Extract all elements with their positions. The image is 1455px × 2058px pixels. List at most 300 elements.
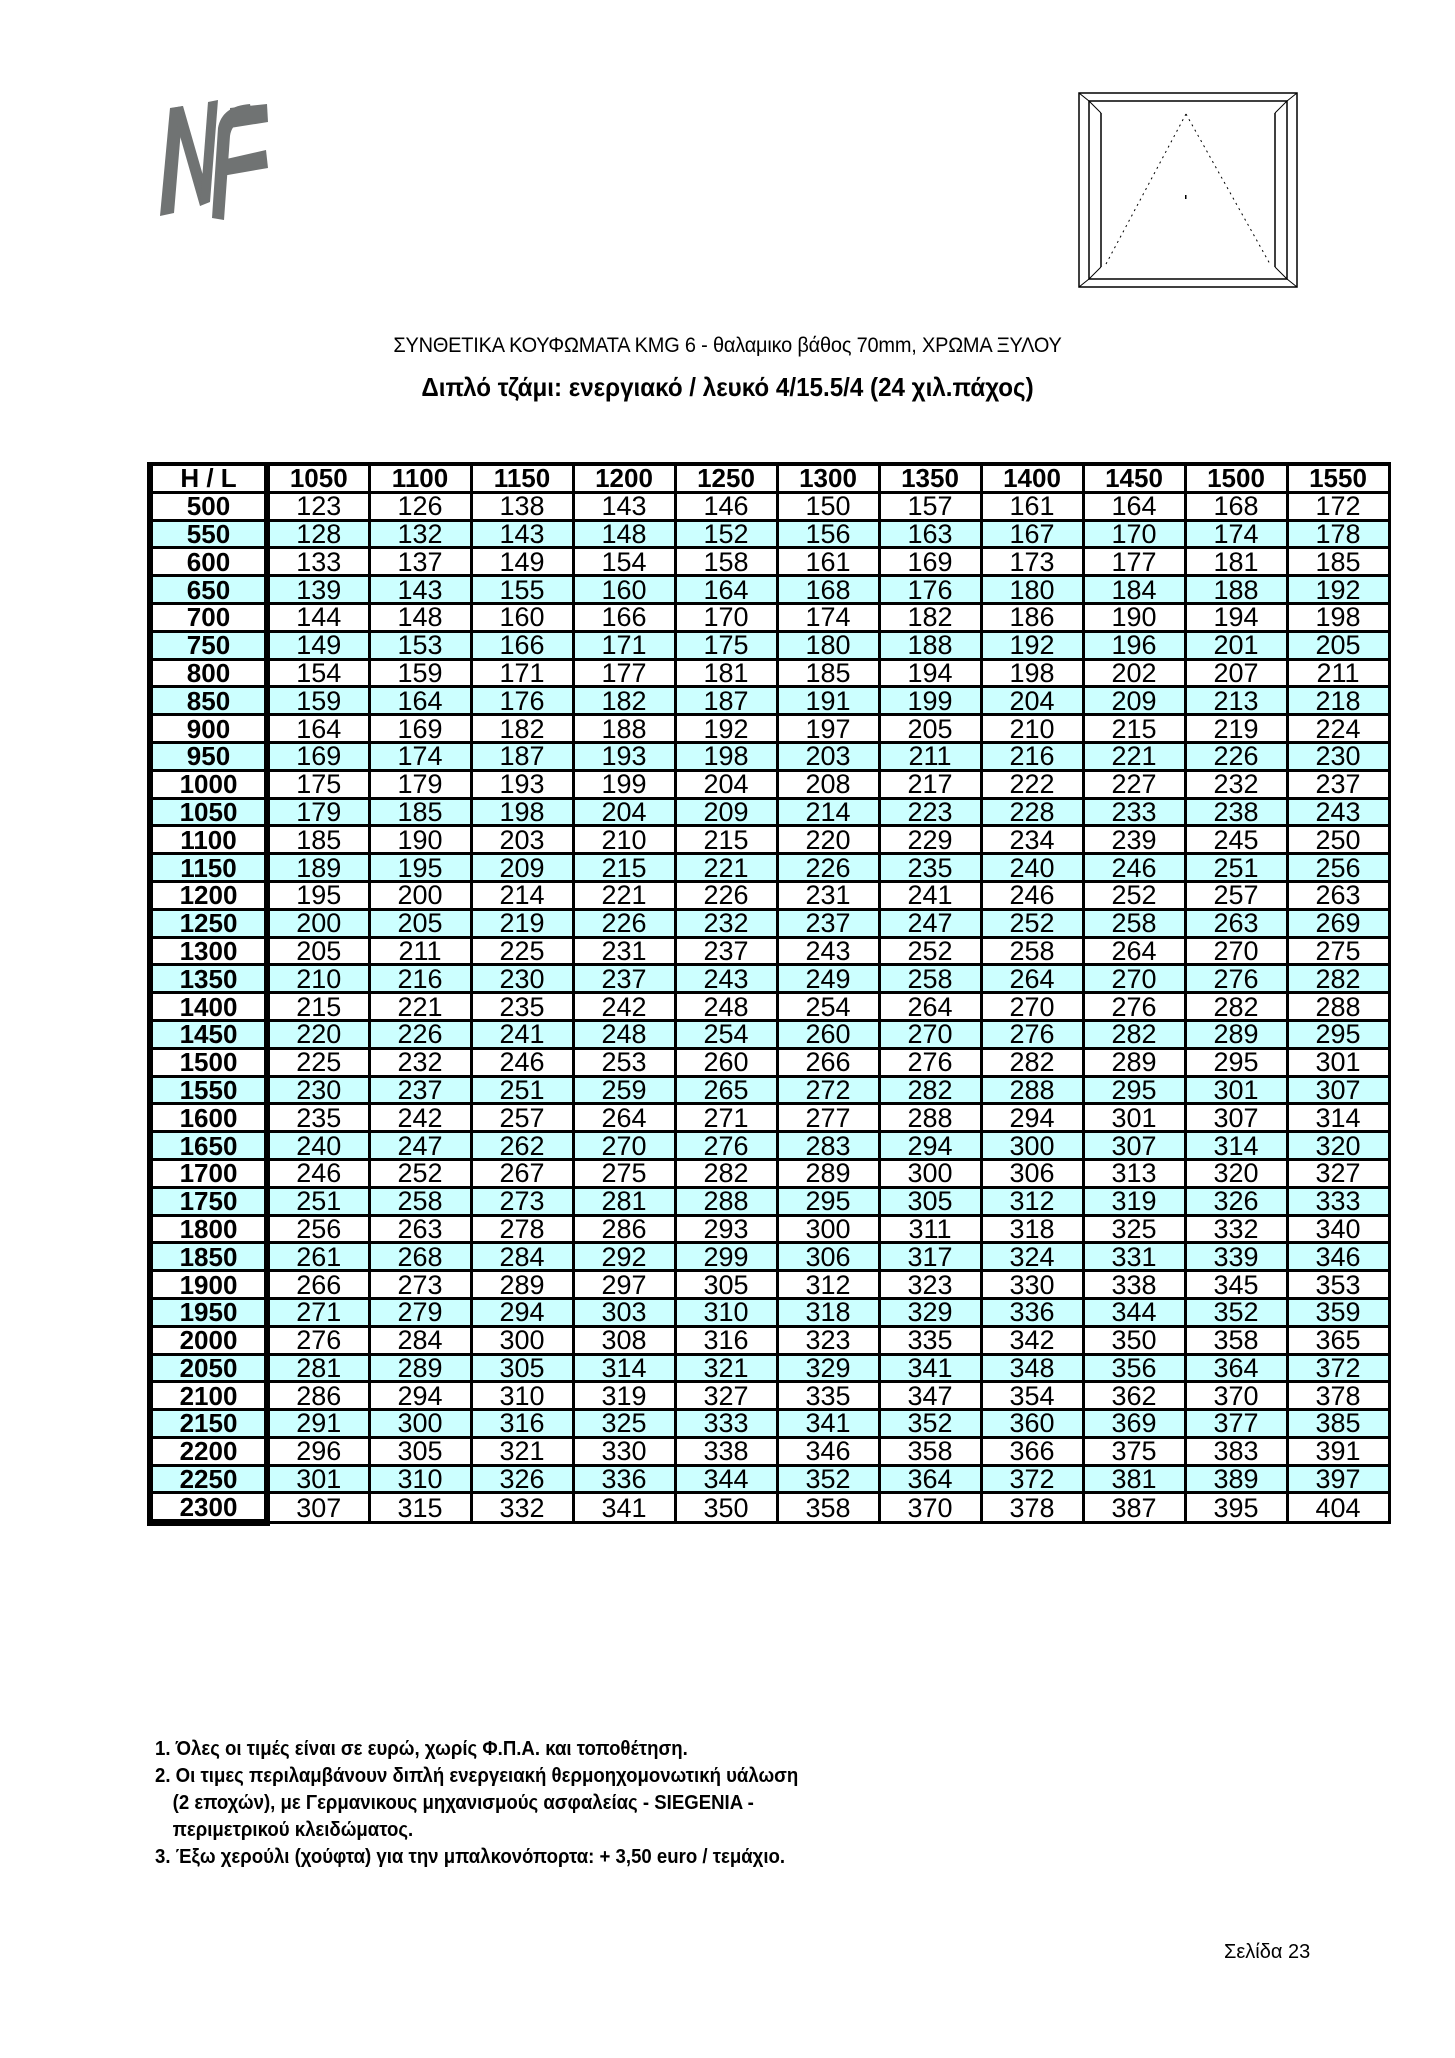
price-cell: 176: [471, 687, 573, 715]
price-cell: 218: [1287, 687, 1389, 715]
price-cell: 228: [981, 798, 1083, 826]
price-cell: 260: [675, 1048, 777, 1076]
price-cell: 336: [981, 1298, 1083, 1326]
table-row: [150, 1298, 1389, 1326]
price-cell: 271: [675, 1104, 777, 1132]
column-header-width: 1350: [879, 464, 981, 492]
row-header-height: 1050: [150, 798, 267, 826]
price-cell: 251: [267, 1187, 369, 1215]
price-cell: 226: [369, 1020, 471, 1048]
price-cell: 307: [1287, 1076, 1389, 1104]
table-row: [150, 742, 1389, 770]
price-cell: 281: [267, 1354, 369, 1382]
price-cell: 175: [675, 631, 777, 659]
price-cell: 197: [777, 715, 879, 743]
price-cell: 370: [1185, 1382, 1287, 1410]
price-cell: 295: [777, 1187, 879, 1215]
price-cell: 364: [879, 1465, 981, 1493]
price-cell: 203: [471, 826, 573, 854]
nf-logo: [150, 88, 310, 228]
table-row: [150, 1076, 1389, 1104]
price-cell: 154: [267, 659, 369, 687]
price-cell: 307: [1083, 1132, 1185, 1160]
price-cell: 252: [369, 1159, 471, 1187]
price-cell: 174: [1185, 520, 1287, 548]
price-cell: 221: [573, 881, 675, 909]
price-cell: 174: [369, 742, 471, 770]
price-cell: 148: [369, 603, 471, 631]
row-header-height: 2100: [150, 1382, 267, 1410]
price-cell: 185: [369, 798, 471, 826]
column-header-width: 1250: [675, 464, 777, 492]
window-frame-icon: [1078, 92, 1298, 288]
row-header-height: 1250: [150, 909, 267, 937]
price-cell: 209: [1083, 687, 1185, 715]
price-cell: 369: [1083, 1410, 1185, 1438]
price-cell: 389: [1185, 1465, 1287, 1493]
price-cell: 301: [1287, 1048, 1389, 1076]
price-cell: 221: [1083, 742, 1185, 770]
price-cell: 338: [1083, 1271, 1185, 1299]
price-cell: 188: [879, 631, 981, 659]
price-cell: 310: [675, 1298, 777, 1326]
price-cell: 326: [1185, 1187, 1287, 1215]
price-cell: 253: [573, 1048, 675, 1076]
price-cell: 164: [267, 715, 369, 743]
row-header-height: 1500: [150, 1048, 267, 1076]
price-cell: 246: [981, 881, 1083, 909]
price-cell: 211: [879, 742, 981, 770]
price-cell: 230: [1287, 742, 1389, 770]
price-cell: 323: [777, 1326, 879, 1354]
price-cell: 241: [471, 1020, 573, 1048]
column-header-width: 1400: [981, 464, 1083, 492]
price-cell: 232: [1185, 770, 1287, 798]
price-cell: 164: [369, 687, 471, 715]
price-cell: 186: [981, 603, 1083, 631]
price-cell: 160: [471, 603, 573, 631]
price-cell: 320: [1287, 1132, 1389, 1160]
table-row: [150, 1437, 1389, 1465]
price-cell: 225: [267, 1048, 369, 1076]
price-cell: 200: [369, 881, 471, 909]
price-cell: 192: [981, 631, 1083, 659]
price-cell: 211: [1287, 659, 1389, 687]
price-cell: 321: [471, 1437, 573, 1465]
price-cell: 175: [267, 770, 369, 798]
price-cell: 346: [777, 1437, 879, 1465]
row-header-height: 850: [150, 687, 267, 715]
price-cell: 375: [1083, 1437, 1185, 1465]
row-header-height: 1400: [150, 993, 267, 1021]
row-header-height: 1900: [150, 1271, 267, 1299]
price-cell: 235: [471, 993, 573, 1021]
row-header-height: 500: [150, 492, 267, 520]
price-cell: 296: [267, 1437, 369, 1465]
price-cell: 312: [777, 1271, 879, 1299]
price-cell: 164: [675, 576, 777, 604]
price-cell: 226: [573, 909, 675, 937]
price-cell: 276: [1083, 993, 1185, 1021]
price-cell: 227: [1083, 770, 1185, 798]
price-cell: 325: [1083, 1215, 1185, 1243]
price-cell: 352: [1185, 1298, 1287, 1326]
price-cell: 209: [675, 798, 777, 826]
price-cell: 143: [471, 520, 573, 548]
price-cell: 205: [879, 715, 981, 743]
price-cell: 187: [675, 687, 777, 715]
price-cell: 353: [1287, 1271, 1389, 1299]
price-cell: 307: [1185, 1104, 1287, 1132]
price-cell: 264: [981, 965, 1083, 993]
price-cell: 297: [573, 1271, 675, 1299]
price-cell: 179: [267, 798, 369, 826]
price-cell: 352: [777, 1465, 879, 1493]
price-cell: 143: [369, 576, 471, 604]
row-header-height: 700: [150, 603, 267, 631]
price-cell: 348: [981, 1354, 1083, 1382]
price-cell: 233: [1083, 798, 1185, 826]
price-cell: 358: [777, 1493, 879, 1523]
price-cell: 210: [573, 826, 675, 854]
price-cell: 266: [267, 1271, 369, 1299]
price-cell: 238: [1185, 798, 1287, 826]
row-header-height: 2250: [150, 1465, 267, 1493]
price-cell: 169: [879, 548, 981, 576]
price-cell: 198: [981, 659, 1083, 687]
price-cell: 173: [981, 548, 1083, 576]
price-cell: 237: [369, 1076, 471, 1104]
price-cell: 315: [369, 1493, 471, 1523]
note-1: 1. Όλες οι τιμές είναι σε ευρώ, χωρίς Φ.Π.Α. και τοποθέτηση.: [155, 1738, 688, 1760]
price-cell: 291: [267, 1410, 369, 1438]
table-row: [150, 1465, 1389, 1493]
price-cell: 278: [471, 1215, 573, 1243]
price-cell: 133: [267, 548, 369, 576]
price-cell: 330: [981, 1271, 1083, 1299]
price-cell: 194: [879, 659, 981, 687]
price-cell: 271: [267, 1298, 369, 1326]
price-cell: 333: [675, 1410, 777, 1438]
price-cell: 318: [777, 1298, 879, 1326]
price-cell: 170: [1083, 520, 1185, 548]
price-cell: 243: [777, 937, 879, 965]
price-cell: 215: [267, 993, 369, 1021]
price-cell: 235: [267, 1104, 369, 1132]
price-cell: 189: [267, 854, 369, 882]
price-cell: 231: [777, 881, 879, 909]
price-cell: 132: [369, 520, 471, 548]
price-cell: 314: [1185, 1132, 1287, 1160]
price-cell: 295: [1083, 1076, 1185, 1104]
price-cell: 276: [981, 1020, 1083, 1048]
row-header-height: 1700: [150, 1159, 267, 1187]
price-cell: 325: [573, 1410, 675, 1438]
price-cell: 301: [1083, 1104, 1185, 1132]
price-cell: 344: [1083, 1298, 1185, 1326]
price-cell: 288: [879, 1104, 981, 1132]
price-cell: 276: [675, 1132, 777, 1160]
price-cell: 262: [471, 1132, 573, 1160]
price-cell: 300: [369, 1410, 471, 1438]
price-cell: 180: [981, 576, 1083, 604]
price-cell: 333: [1287, 1187, 1389, 1215]
column-header-width: 1300: [777, 464, 879, 492]
price-cell: 318: [981, 1215, 1083, 1243]
price-cell: 305: [471, 1354, 573, 1382]
table-row: [150, 965, 1389, 993]
price-cell: 350: [675, 1493, 777, 1523]
price-cell: 332: [1185, 1215, 1287, 1243]
note-2-cont-1: (2 εποχών), με Γερμανικους μηχανισμούς ασφαλείας - SIEGENIA -: [172, 1792, 754, 1814]
price-cell: 250: [1287, 826, 1389, 854]
row-header-height: 900: [150, 715, 267, 743]
price-cell: 301: [267, 1465, 369, 1493]
price-cell: 264: [573, 1104, 675, 1132]
price-cell: 358: [879, 1437, 981, 1465]
price-cell: 282: [675, 1159, 777, 1187]
price-cell: 327: [675, 1382, 777, 1410]
price-cell: 171: [573, 631, 675, 659]
table-row: [150, 548, 1389, 576]
price-cell: 358: [1185, 1326, 1287, 1354]
price-cell: 254: [675, 1020, 777, 1048]
price-cell: 222: [981, 770, 1083, 798]
price-cell: 305: [675, 1271, 777, 1299]
price-cell: 275: [1287, 937, 1389, 965]
price-cell: 220: [267, 1020, 369, 1048]
table-row: [150, 1132, 1389, 1160]
price-cell: 226: [777, 854, 879, 882]
price-cell: 242: [369, 1104, 471, 1132]
glazing-subtitle: Διπλό τζάμι: ενεργιακό / λευκό 4/15.5/4 (24 χιλ.πάχος): [421, 372, 1034, 402]
price-cell: 381: [1083, 1465, 1185, 1493]
price-cell: 306: [777, 1243, 879, 1271]
price-cell: 282: [879, 1076, 981, 1104]
row-header-height: 1650: [150, 1132, 267, 1160]
price-cell: 185: [777, 659, 879, 687]
price-cell: 171: [471, 659, 573, 687]
price-cell: 182: [573, 687, 675, 715]
price-cell: 161: [777, 548, 879, 576]
price-cell: 319: [573, 1382, 675, 1410]
column-header-width: 1100: [369, 464, 471, 492]
price-cell: 221: [369, 993, 471, 1021]
price-cell: 160: [573, 576, 675, 604]
price-cell: 237: [675, 937, 777, 965]
price-cell: 216: [981, 742, 1083, 770]
price-cell: 204: [981, 687, 1083, 715]
column-header-width: 1550: [1287, 464, 1389, 492]
price-cell: 177: [1083, 548, 1185, 576]
price-cell: 289: [471, 1271, 573, 1299]
table-row: [150, 1215, 1389, 1243]
price-cell: 370: [879, 1493, 981, 1523]
price-cell: 364: [1185, 1354, 1287, 1382]
price-cell: 362: [1083, 1382, 1185, 1410]
price-cell: 205: [369, 909, 471, 937]
price-cell: 137: [369, 548, 471, 576]
price-cell: 316: [675, 1326, 777, 1354]
row-header-height: 1000: [150, 770, 267, 798]
price-cell: 378: [1287, 1382, 1389, 1410]
price-cell: 354: [981, 1382, 1083, 1410]
row-header-height: 2000: [150, 1326, 267, 1354]
price-cell: 220: [777, 826, 879, 854]
price-cell: 247: [369, 1132, 471, 1160]
price-cell: 339: [1185, 1243, 1287, 1271]
price-cell: 169: [369, 715, 471, 743]
price-cell: 282: [1287, 965, 1389, 993]
table-row: [150, 492, 1389, 520]
price-cell: 126: [369, 492, 471, 520]
row-header-height: 600: [150, 548, 267, 576]
price-cell: 327: [1287, 1159, 1389, 1187]
price-cell: 289: [369, 1354, 471, 1382]
price-cell: 256: [1287, 854, 1389, 882]
price-cell: 352: [879, 1410, 981, 1438]
price-cell: 372: [981, 1465, 1083, 1493]
price-cell: 209: [471, 854, 573, 882]
price-cell: 146: [675, 492, 777, 520]
price-cell: 149: [471, 548, 573, 576]
column-header-width: 1050: [267, 464, 369, 492]
price-cell: 289: [1083, 1048, 1185, 1076]
price-cell: 174: [777, 603, 879, 631]
price-cell: 292: [573, 1243, 675, 1271]
price-cell: 276: [1185, 965, 1287, 993]
price-cell: 275: [573, 1159, 675, 1187]
price-cell: 179: [369, 770, 471, 798]
price-cell: 284: [471, 1243, 573, 1271]
price-cell: 167: [981, 520, 1083, 548]
price-cell: 273: [369, 1271, 471, 1299]
price-cell: 221: [675, 854, 777, 882]
price-cell: 190: [1083, 603, 1185, 631]
price-cell: 214: [471, 881, 573, 909]
price-cell: 340: [1287, 1215, 1389, 1243]
row-header-height: 2200: [150, 1437, 267, 1465]
price-cell: 191: [777, 687, 879, 715]
price-cell: 259: [573, 1076, 675, 1104]
price-cell: 295: [1185, 1048, 1287, 1076]
row-header-height: 1100: [150, 826, 267, 854]
price-cell: 240: [267, 1132, 369, 1160]
table-row: [150, 687, 1389, 715]
price-cell: 241: [879, 881, 981, 909]
price-cell: 359: [1287, 1298, 1389, 1326]
product-title: ΣΥΝΘΕΤΙΚΑ ΚΟΥΦΩΜΑΤΑ KMG 6 - θαλαμικο βάθος 70mm, ΧΡΩΜΑ ΞΥΛΟΥ: [393, 334, 1062, 357]
price-cell: 404: [1287, 1493, 1389, 1523]
price-cell: 289: [1185, 1020, 1287, 1048]
price-cell: 252: [1083, 881, 1185, 909]
price-cell: 319: [1083, 1187, 1185, 1215]
column-header-width: 1450: [1083, 464, 1185, 492]
price-cell: 213: [1185, 687, 1287, 715]
price-cell: 249: [777, 965, 879, 993]
price-cell: 270: [879, 1020, 981, 1048]
price-cell: 312: [981, 1187, 1083, 1215]
row-header-height: 1300: [150, 937, 267, 965]
price-cell: 372: [1287, 1354, 1389, 1382]
nf-logo-icon: [150, 88, 310, 228]
price-cell: 149: [267, 631, 369, 659]
price-cell: 326: [471, 1465, 573, 1493]
price-cell: 199: [879, 687, 981, 715]
price-cell: 314: [1287, 1104, 1389, 1132]
price-cell: 365: [1287, 1326, 1389, 1354]
price-cell: 198: [675, 742, 777, 770]
price-cell: 330: [573, 1437, 675, 1465]
table-row: [150, 1493, 1389, 1523]
price-cell: 258: [369, 1187, 471, 1215]
price-cell: 211: [369, 937, 471, 965]
price-cell: 323: [879, 1271, 981, 1299]
price-cell: 383: [1185, 1437, 1287, 1465]
table-row: [150, 770, 1389, 798]
note-2: 2. Οι τιμες περιλαμβάνουν διπλή ενεργειακή θερμοηχομονωτική υάλωση: [155, 1765, 799, 1787]
price-cell: 266: [777, 1048, 879, 1076]
price-cell: 272: [777, 1076, 879, 1104]
price-cell: 164: [1083, 492, 1185, 520]
price-cell: 143: [573, 492, 675, 520]
price-cell: 341: [573, 1493, 675, 1523]
price-cell: 231: [573, 937, 675, 965]
price-cell: 195: [267, 881, 369, 909]
price-cell: 267: [471, 1159, 573, 1187]
price-cell: 248: [573, 1020, 675, 1048]
price-cell: 201: [1185, 631, 1287, 659]
price-cell: 204: [573, 798, 675, 826]
table-row: [150, 1271, 1389, 1299]
price-cell: 342: [981, 1326, 1083, 1354]
price-cell: 270: [1083, 965, 1185, 993]
price-cell: 260: [777, 1020, 879, 1048]
price-cell: 242: [573, 993, 675, 1021]
price-cell: 223: [879, 798, 981, 826]
price-cell: 225: [471, 937, 573, 965]
price-cell: 258: [981, 937, 1083, 965]
price-cell: 331: [1083, 1243, 1185, 1271]
price-cell: 248: [675, 993, 777, 1021]
price-cell: 329: [879, 1298, 981, 1326]
price-cell: 307: [267, 1493, 369, 1523]
note-3: 3. Έξω χερούλι (χούφτα) για την μπαλκονόπορτα: + 3,50 euro / τεμάχιο.: [155, 1846, 786, 1868]
table-row: [150, 1326, 1389, 1354]
table-row: [150, 937, 1389, 965]
row-header-height: 1550: [150, 1076, 267, 1104]
price-cell: 198: [1287, 603, 1389, 631]
price-cell: 204: [675, 770, 777, 798]
row-header-height: 1150: [150, 854, 267, 882]
price-cell: 215: [1083, 715, 1185, 743]
price-cell: 214: [777, 798, 879, 826]
price-cell: 203: [777, 742, 879, 770]
price-cell: 247: [879, 909, 981, 937]
price-cell: 324: [981, 1243, 1083, 1271]
price-cell: 215: [675, 826, 777, 854]
price-cell: 289: [777, 1159, 879, 1187]
price-cell: 387: [1083, 1493, 1185, 1523]
row-header-height: 1850: [150, 1243, 267, 1271]
price-cell: 294: [471, 1298, 573, 1326]
row-header-height: 950: [150, 742, 267, 770]
table-row: [150, 715, 1389, 743]
price-cell: 341: [879, 1354, 981, 1382]
price-cell: 210: [267, 965, 369, 993]
price-cell: 243: [675, 965, 777, 993]
price-cell: 282: [1083, 1020, 1185, 1048]
